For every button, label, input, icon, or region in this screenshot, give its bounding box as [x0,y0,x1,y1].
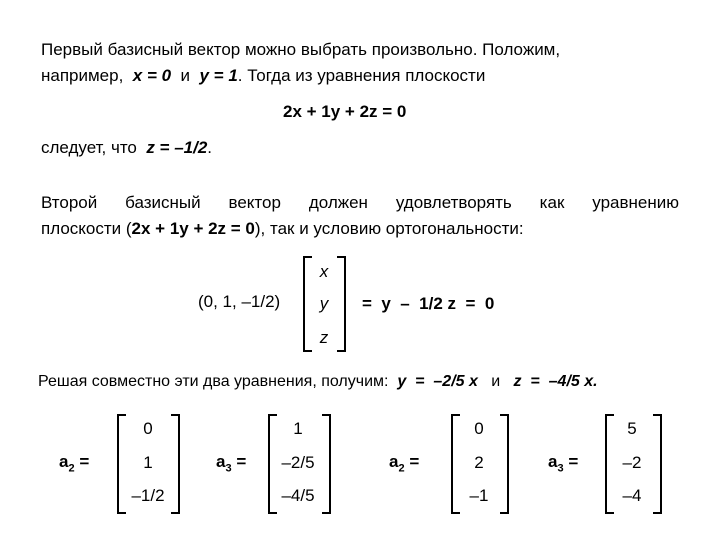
text: плоскости ( [41,219,132,238]
vector-cell: –2/5 [281,453,315,472]
column-x: x [319,262,329,281]
vector-cell: –4 [622,486,642,505]
vector-cell: 5 [627,419,637,438]
text: и [491,373,501,390]
text: ), так и условию ортогональности: [254,219,524,238]
text: Первый базисный вектор можно выбрать произвольно. Положим, [41,40,561,59]
paragraph-3-line-2 [41,216,524,242]
column-z: z [319,328,329,347]
text: = [409,452,420,471]
text: a [548,452,558,471]
vector-cell: –1 [469,486,489,505]
text: 2 [398,462,405,475]
text: Решая совместно эти два уравнения, получим: [38,373,389,390]
vector-label [389,452,419,474]
column-y: y [319,294,329,313]
text: a [216,452,226,471]
y-equals: y = 1 [199,66,238,85]
paragraph-1-line-1 [41,37,679,63]
vector-cell: 1 [293,419,303,438]
solution-line [38,373,598,391]
vector-cell: 1 [143,453,153,472]
text: = [568,452,579,471]
y-solution: y = –2/5 x [397,373,478,390]
text: . [207,138,213,157]
vector-cell: 0 [474,419,484,438]
paragraph-2 [41,135,212,161]
text: 3 [557,462,564,475]
z-equals: z = –1/2 [146,138,208,157]
vector-label [59,452,89,474]
plane-equation: 2x + 1y + 2z = 0 [283,102,407,121]
text: . Тогда из уравнения плоскости [237,66,486,85]
vector-cell: –4/5 [281,486,315,505]
vector-label [216,452,246,474]
x-equals: x = 0 [132,66,172,85]
text: a [59,452,69,471]
vector-label [548,452,578,474]
text: и [180,66,191,85]
row-vector: (0, 1, –1/2) [198,292,281,311]
vector-cell: –2 [622,453,642,472]
text: = [236,452,247,471]
vector-cell: 0 [143,419,153,438]
vector-cell: 2 [474,453,484,472]
text: 3 [225,462,232,475]
orthogonality-result: = y – 1/2 z = 0 [362,294,495,313]
z-solution: z = –4/5 x. [513,373,598,390]
text: например, [41,66,124,85]
text: = [79,452,90,471]
text: 2 [68,462,75,475]
text: a [389,452,399,471]
paragraph-3-line-1: Второй базисный вектор должен удовлетворять как уравнению [41,193,679,212]
paragraph-1-line-2 [41,63,485,89]
plane-equation-inline: 2x + 1y + 2z = 0 [131,219,255,238]
text: следует, что [41,138,137,157]
vector-cell: –1/2 [131,486,165,505]
